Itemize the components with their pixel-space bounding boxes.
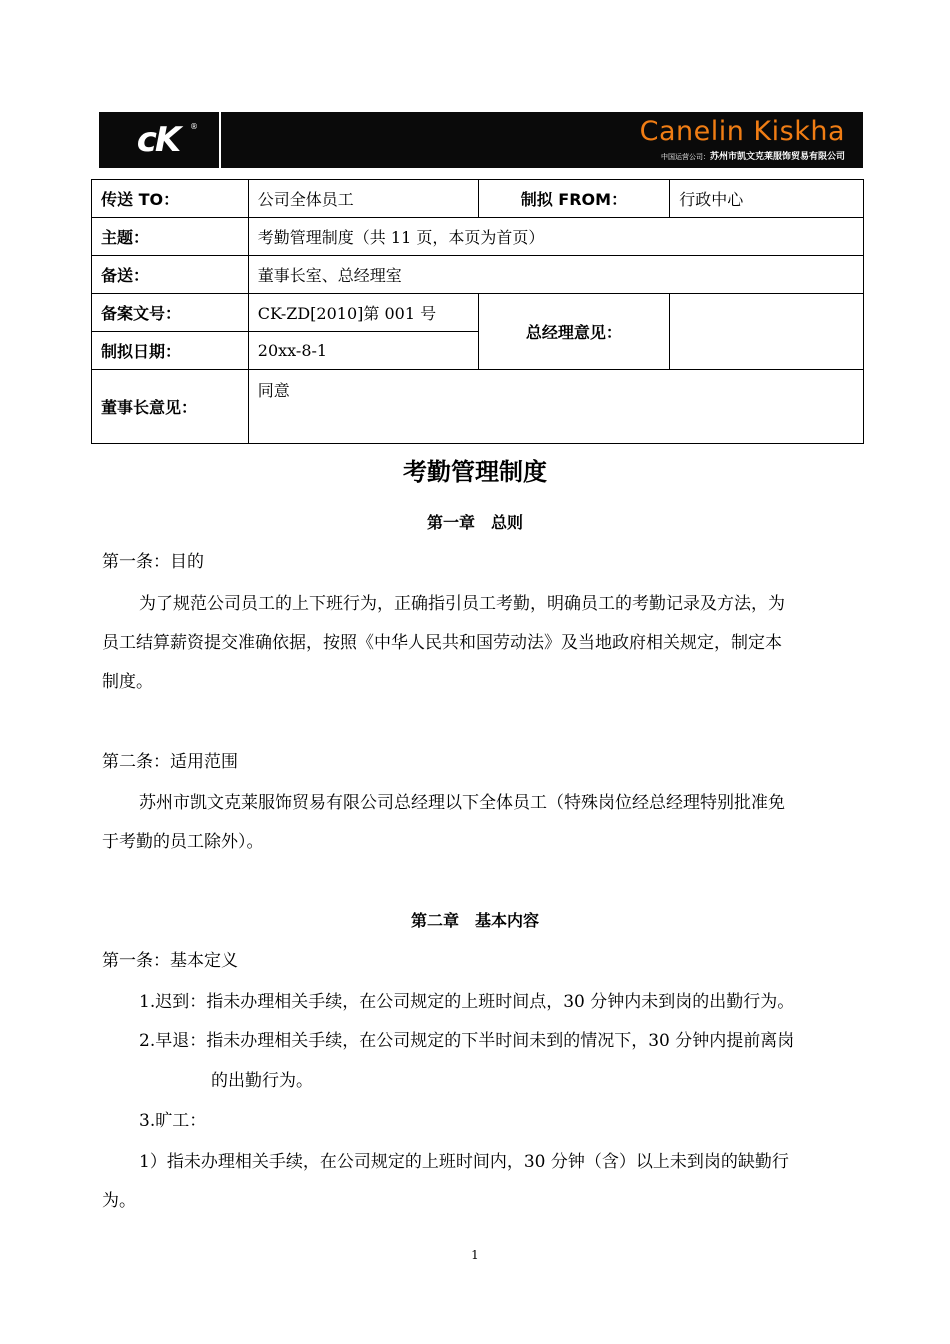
chairman-opinion-label: 董事长意见：	[92, 370, 249, 444]
ch1-article1-title: 第一条：目的	[102, 552, 204, 572]
ch2-article1-title: 第一条：基本定义	[102, 951, 238, 971]
registered-icon: ®	[190, 122, 198, 131]
memo-row-subject	[92, 218, 864, 256]
date-label: 制拟日期：	[92, 332, 249, 370]
definition-absence-1-line2: 为。	[102, 1191, 136, 1211]
brand-company-name: 苏州市凯文克莱服饰贸易有限公司	[709, 152, 845, 162]
gm-opinion-value	[670, 294, 864, 370]
definition-absence: 3.旷工：	[139, 1111, 207, 1131]
cc-value: 董事长室、总经理室	[248, 256, 863, 294]
brand-company	[661, 149, 845, 162]
memo-row-file-no	[92, 294, 864, 332]
to-value: 公司全体员工	[248, 180, 478, 218]
document-title: 考勤管理制度	[403, 458, 547, 486]
memo-row-cc	[92, 256, 864, 294]
subject-label: 主题：	[92, 218, 249, 256]
from-label: 制拟 FROM：	[478, 180, 670, 218]
ch1-article2-title: 第二条：适用范围	[102, 752, 238, 772]
letterhead-banner	[99, 112, 863, 168]
logo-mark: cK	[136, 120, 180, 160]
ch1-article1-line2: 员工结算薪资提交准确依据，按照《中华人民共和国劳动法》及当地政府相关规定，制定本	[102, 633, 782, 653]
brand-company-prefix: 中国运营公司：	[660, 153, 710, 161]
from-value: 行政中心	[670, 180, 864, 218]
banner-divider	[219, 112, 221, 168]
company-logo	[99, 112, 217, 168]
definition-early-leave-line2: 的出勤行为。	[211, 1071, 313, 1091]
memo-row-to	[92, 180, 864, 218]
gm-opinion-label: 总经理意见：	[478, 294, 670, 370]
memo-header-table	[91, 179, 864, 444]
memo-row-chairman	[92, 370, 864, 444]
file-no-label: 备案文号：	[92, 294, 249, 332]
file-no-value: CK-ZD[2010]第 001 号	[248, 294, 478, 332]
ch1-article1-line1: 为了规范公司员工的上下班行为，正确指引员工考勤，明确员工的考勤记录及方法，为	[139, 594, 785, 614]
ch1-article1-line3: 制度。	[102, 672, 153, 692]
ch1-article2-line2: 于考勤的员工除外）。	[102, 832, 264, 852]
cc-label: 备送：	[92, 256, 249, 294]
date-value: 20xx-8-1	[248, 332, 478, 370]
subject-value: 考勤管理制度（共 11 页，本页为首页）	[248, 218, 863, 256]
brand-name: Canelin Kiskha	[639, 116, 845, 147]
chairman-opinion-value: 同意	[248, 370, 863, 444]
definition-absence-1-line1: 1）指未办理相关手续，在公司规定的上班时间内，30 分钟（含）以上未到岗的缺勤行	[139, 1152, 789, 1172]
chapter-1-heading: 第一章 总则	[426, 513, 523, 532]
page-number: 1	[471, 1248, 479, 1262]
definition-early-leave-line1: 2.早退：指未办理相关手续，在公司规定的下半时间未到的情况下，30 分钟内提前离岗	[139, 1031, 795, 1051]
definition-late: 1.迟到：指未办理相关手续，在公司规定的上班时间点，30 分钟内未到岗的出勤行为。	[139, 992, 795, 1012]
chapter-2-heading: 第二章 基本内容	[410, 911, 539, 930]
to-label: 传送 TO：	[92, 180, 249, 218]
ch1-article2-line1: 苏州市凯文克莱服饰贸易有限公司总经理以下全体员工（特殊岗位经总经理特别批准免	[139, 793, 785, 813]
